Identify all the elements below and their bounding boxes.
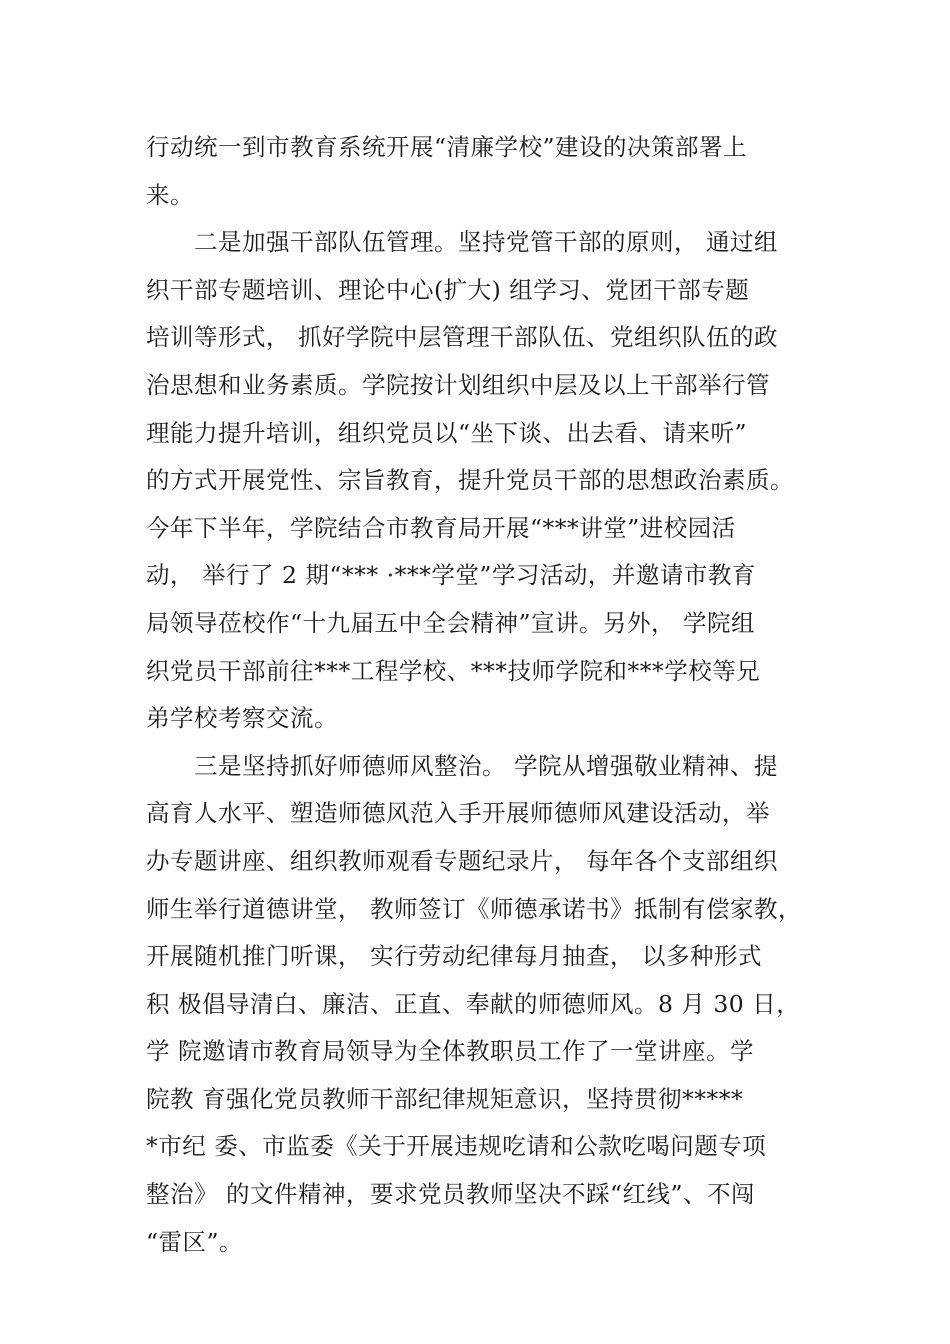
text-line: 织干部专题培训、理论中心(扩大) 组学习、党团干部专题: [146, 275, 750, 304]
text-line: 开展随机推门听课， 实行劳动纪律每月抽查， 以多种形式: [146, 942, 762, 971]
text-line: 师生举行道德讲堂， 教师签订《师德承诺书》抵制有偿家教，: [146, 894, 802, 923]
text-line: *市纪 委、市监委《关于开展违规吃请和公款吃喝问题专项: [146, 1132, 767, 1161]
text-line: 动， 举行了 2 期“*** ·***学堂”学习活动，并邀请市教育: [146, 561, 756, 590]
text-line: 院教 育强化党员教师干部纪律规矩意识，坚持贯彻*****: [146, 1084, 744, 1113]
text-line: 织党员干部前往***工程学校、***技师学院和***学校等兄: [146, 656, 761, 685]
text-line: 弟学校考察交流。: [146, 704, 338, 733]
text-line: 行动统一到市教育系统开展“清廉学校”建设的决策部署上: [146, 133, 748, 161]
text-line: 整治》 的文件精神，要求党员教师坚决不踩“红线”、不闯: [146, 1180, 755, 1209]
text-line: 来。: [146, 180, 194, 209]
text-line: 积 极倡导清白、廉洁、正直、奉献的师德师风。8 月 30 日，: [146, 989, 801, 1018]
text-line: 局领导莅校作“十九届五中全会精神”宣讲。另外， 学院组: [146, 608, 755, 637]
text-line: “雷区”。: [146, 1227, 244, 1256]
body-text: [146, 124, 816, 1266]
text-line: 治思想和业务素质。学院按计划组织中层及以上干部举行管: [146, 370, 770, 399]
text-line: 办专题讲座、组织教师观看专题纪录片， 每年各个支部组织: [146, 846, 778, 875]
text-line: 的方式开展党性、宗旨教育，提升党员干部的思想政治素质。: [146, 466, 794, 495]
text-line: 高育人水平、塑造师德风范入手开展师德师风建设活动，举: [146, 799, 770, 828]
text-line: 培训等形式， 抓好学院中层管理干部队伍、党组织队伍的政: [146, 323, 778, 352]
paragraph-start-line: 二是加强干部队伍管理。坚持党管干部的原则， 通过组: [194, 228, 778, 257]
text-line: 理能力提升培训，组织党员以“坐下谈、出去看、请来听”: [146, 418, 748, 447]
text-line: 今年下半年，学院结合市教育局开展“***讲堂”进校园活: [146, 513, 736, 542]
paragraph-start-line: 三是坚持抓好师德师风整治。 学院从增强敬业精神、提: [194, 751, 778, 780]
text-line: 学 院邀请市教育局领导为全体教职员工作了一堂讲座。学: [146, 1037, 754, 1066]
